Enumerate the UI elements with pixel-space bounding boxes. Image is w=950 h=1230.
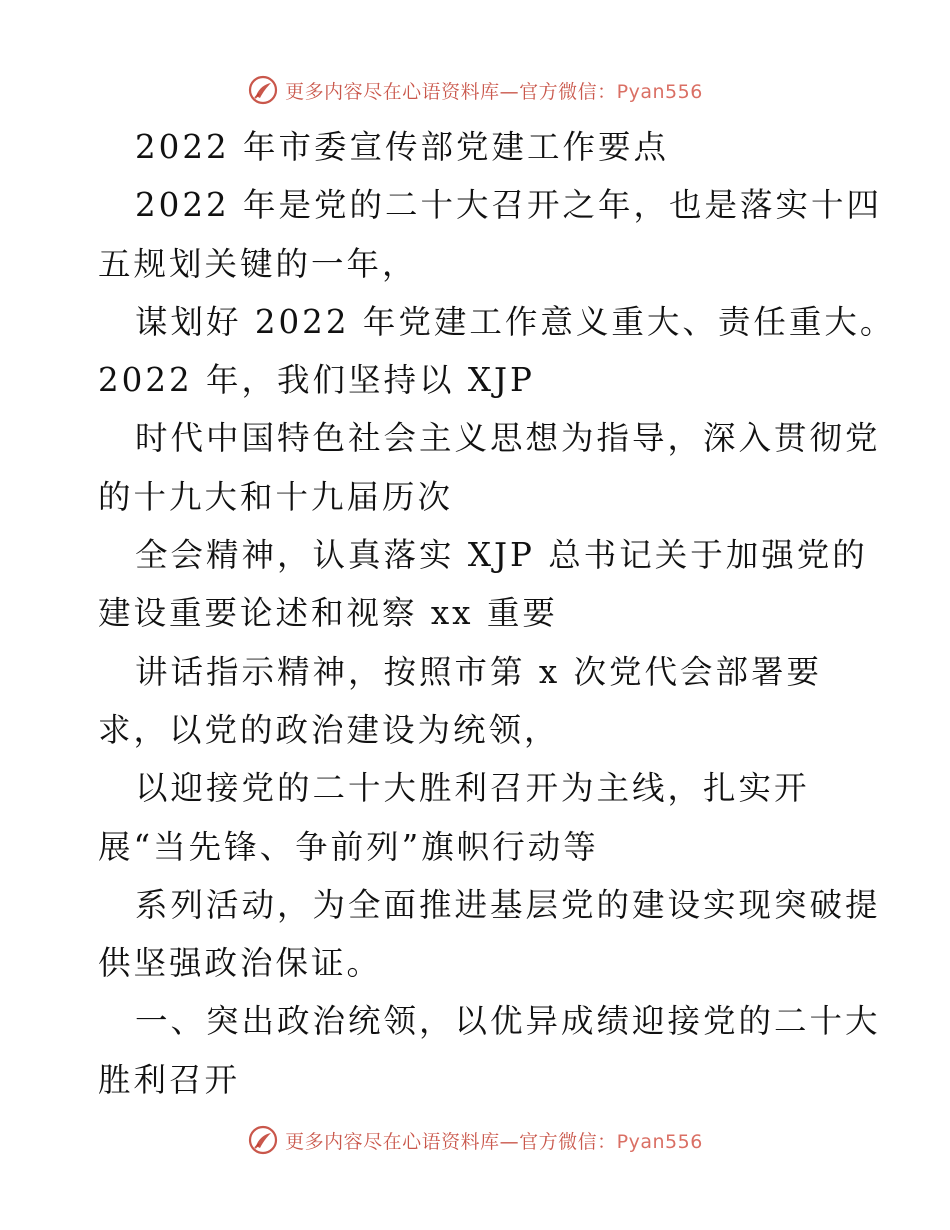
paragraph-line: 2022 年是党的二十大召开之年，也是落实十四 [135,186,883,225]
footer-watermark [0,1122,950,1158]
paragraph-line: 讲话指示精神，按照市第 x 次党代会部署要 [135,652,822,691]
paragraph-line: 谋划好 2022 年党建工作意义重大、责任重大。 [135,302,896,341]
paragraph-line: 全会精神，认真落实 XJP 总书记关于加强党的 [135,536,868,575]
document-body [98,118,896,1109]
watermark-text: 更多内容尽在心语资料库—官方微信：Pyan556 [285,1130,703,1153]
paragraph-line: 时代中国特色社会主义思想为指导，深入贯彻党 [135,419,881,458]
paragraph-line: 的十九大和十九届历次 [98,477,454,516]
paragraph-line: 五规划关键的一年， [98,244,418,283]
paragraph-line: 以迎接党的二十大胜利召开为主线，扎实开 [135,769,810,808]
header-watermark [0,72,950,108]
paragraph-line: 展“当先锋、争前列”旗帜行动等 [98,827,599,866]
brand-logo-icon [247,74,279,106]
document-title: 2022 年市委宣传部党建工作要点 [135,128,670,166]
watermark-text: 更多内容尽在心语资料库—官方微信：Pyan556 [285,80,703,103]
paragraph-line: 建设重要论述和视察 xx 重要 [98,594,558,633]
paragraph-line: 系列活动，为全面推进基层党的建设实现突破提 [135,885,881,924]
paragraph-line: 2022 年，我们坚持以 XJP [98,361,535,400]
section-heading-continued: 胜利召开 [98,1060,241,1099]
paragraph-line: 求，以党的政治建设为统领， [98,710,560,749]
brand-logo-icon [247,1124,279,1156]
section-heading: 一、突出政治统领，以优异成绩迎接党的二十大 [135,1002,881,1041]
paragraph-line: 供坚强政治保证。 [98,944,383,983]
